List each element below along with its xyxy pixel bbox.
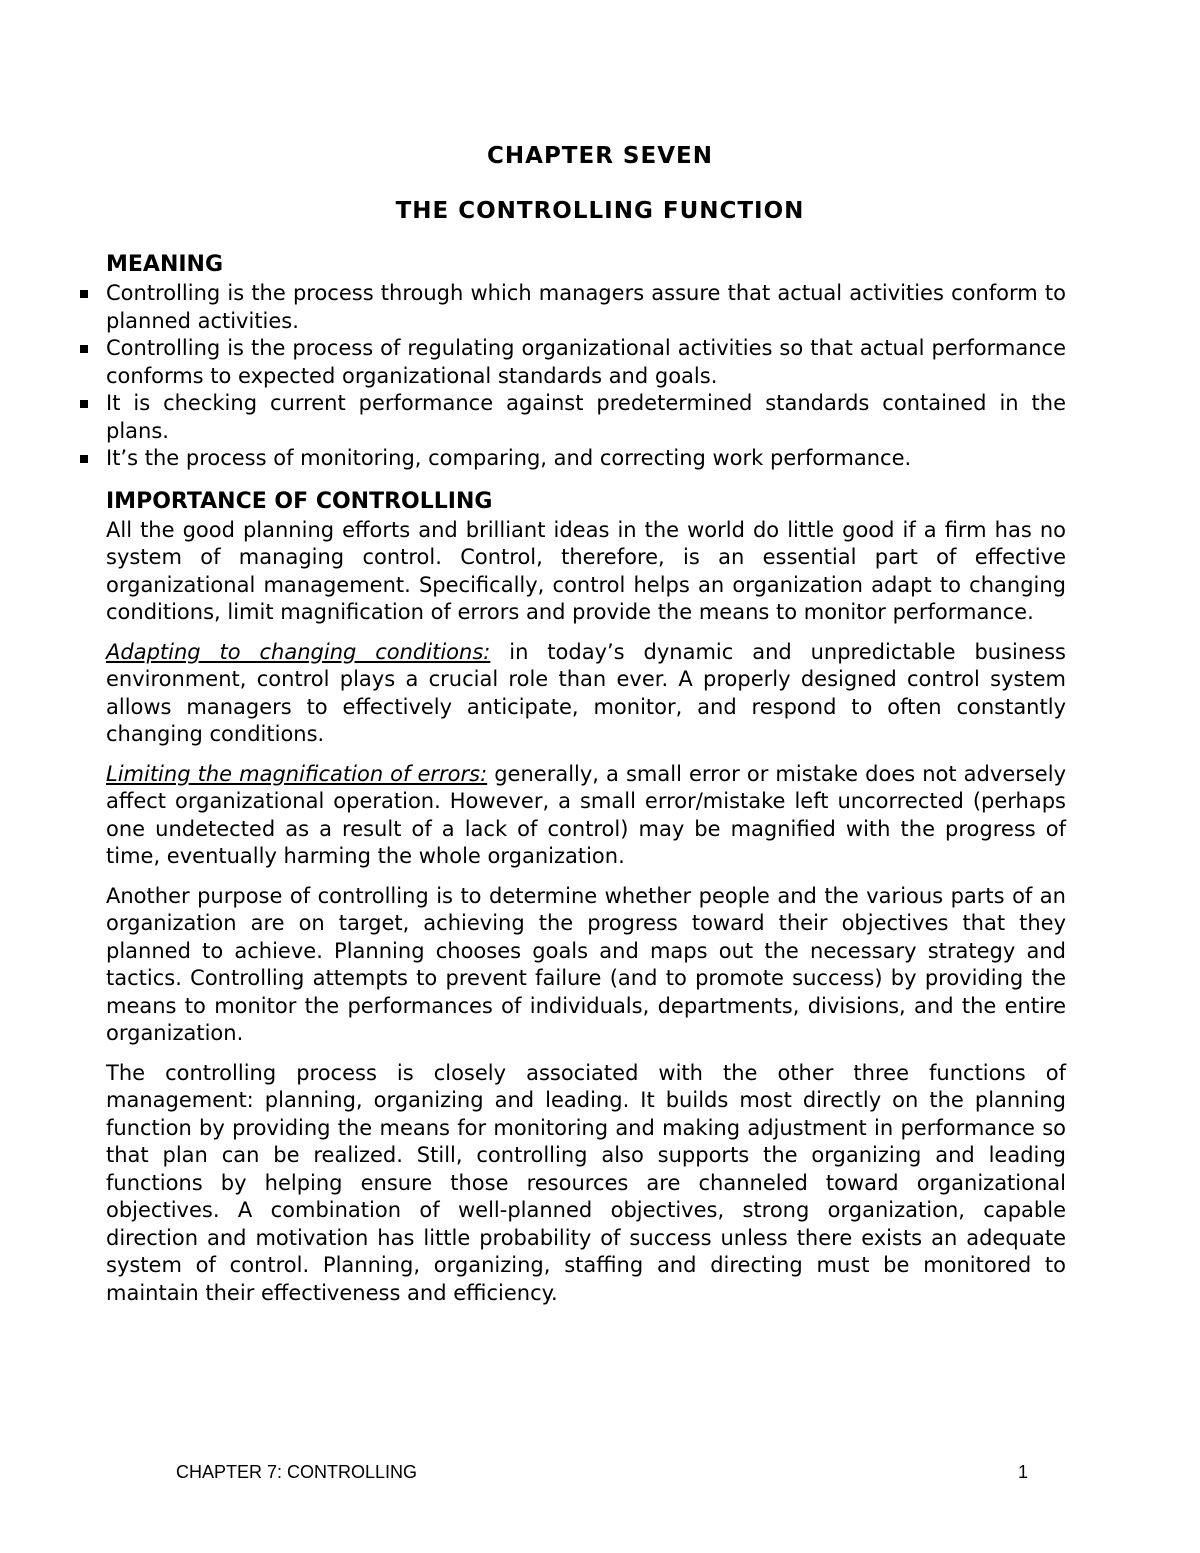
chapter-title: THE CONTROLLING FUNCTION bbox=[395, 198, 805, 224]
square-bullet-icon bbox=[80, 455, 88, 463]
list-item bbox=[106, 445, 1066, 473]
importance-heading: IMPORTANCE OF CONTROLLING bbox=[106, 488, 493, 514]
bullet-text: It’s the process of monitoring, comparing, and correcting work performance. bbox=[106, 446, 912, 470]
limiting-paragraph bbox=[106, 761, 1066, 871]
meaning-heading: MEANING bbox=[106, 252, 224, 277]
document-body bbox=[106, 250, 1066, 1307]
purpose-paragraph: Another purpose of controlling is to determine whether people and the various parts of an organization are on target, achieving the progress toward their objectives that they planned to achieve. Planning chooses goals and maps out the necessary strategy and tactics. Controlling attempts to prevent failure (and to promote success) by providing the means to monitor the performances of individuals, departments, divisions, and the entire organization. bbox=[106, 883, 1066, 1045]
process-paragraph: The controlling process is closely associated with the other three functions of management: planning, organizing and leading. It builds most directly on the planning function by providing the means for monitoring and making adjustment in performance so that plan can be realized. Still, controlling also supports the organizing and leading functions by helping ensure those resources are channeled toward organizational objectives. A combination of well-planned objectives, strong organization, capable direction and motivation has little probability of success unless there exists an adequate system of control. Planning, organizing, staffing and directing must be monitored to maintain their effectiveness and efficiency. bbox=[106, 1060, 1066, 1305]
square-bullet-icon bbox=[80, 345, 88, 353]
list-item bbox=[106, 335, 1066, 390]
square-bullet-icon bbox=[80, 290, 88, 298]
adapting-paragraph bbox=[106, 639, 1066, 749]
meaning-bullet-list bbox=[106, 280, 1066, 473]
list-item bbox=[106, 280, 1066, 335]
limiting-text: generally, a small error or mistake does not adversely affect organizational operation. However, a small error/mistake left uncorrected (perhaps one undetected as a result of a lack of control) may be magnified with the progress of time, eventually harming the whole organization. bbox=[106, 761, 1066, 868]
importance-intro-paragraph: All the good planning efforts and brilliant ideas in the world do little good if a firm has no system of managing control. Control, therefore, is an essential part of effective organizational management. Specifically, control helps an organization adapt to changing conditions, limit magnification of errors and provide the means to monitor performance. bbox=[106, 517, 1066, 624]
adapting-lead: Adapting to changing conditions: bbox=[106, 639, 491, 664]
square-bullet-icon bbox=[80, 400, 88, 408]
chapter-number: CHAPTER SEVEN bbox=[487, 143, 713, 169]
limiting-lead: Limiting the magnification of errors: bbox=[106, 761, 488, 786]
page-number: 1 bbox=[1017, 1462, 1028, 1482]
bullet-text: Controlling is the process through which managers assure that actual activities conform to planned activities. bbox=[106, 281, 1066, 333]
adapting-text: in today’s dynamic and unpredictable business environment, control plays a crucial role than ever. A properly designed control system allows managers to effectively anticipate, monitor, and respond to often constantly changing conditions. bbox=[106, 639, 1066, 746]
footer-chapter-label: CHAPTER 7: CONTROLLING bbox=[176, 1462, 418, 1482]
bullet-text: It is checking current performance against predetermined standards contained in the plans. bbox=[106, 391, 1066, 443]
list-item bbox=[106, 390, 1066, 445]
bullet-text: Controlling is the process of regulating organizational activities so that actual performance conforms to expected organizational standards and goals. bbox=[106, 336, 1066, 388]
